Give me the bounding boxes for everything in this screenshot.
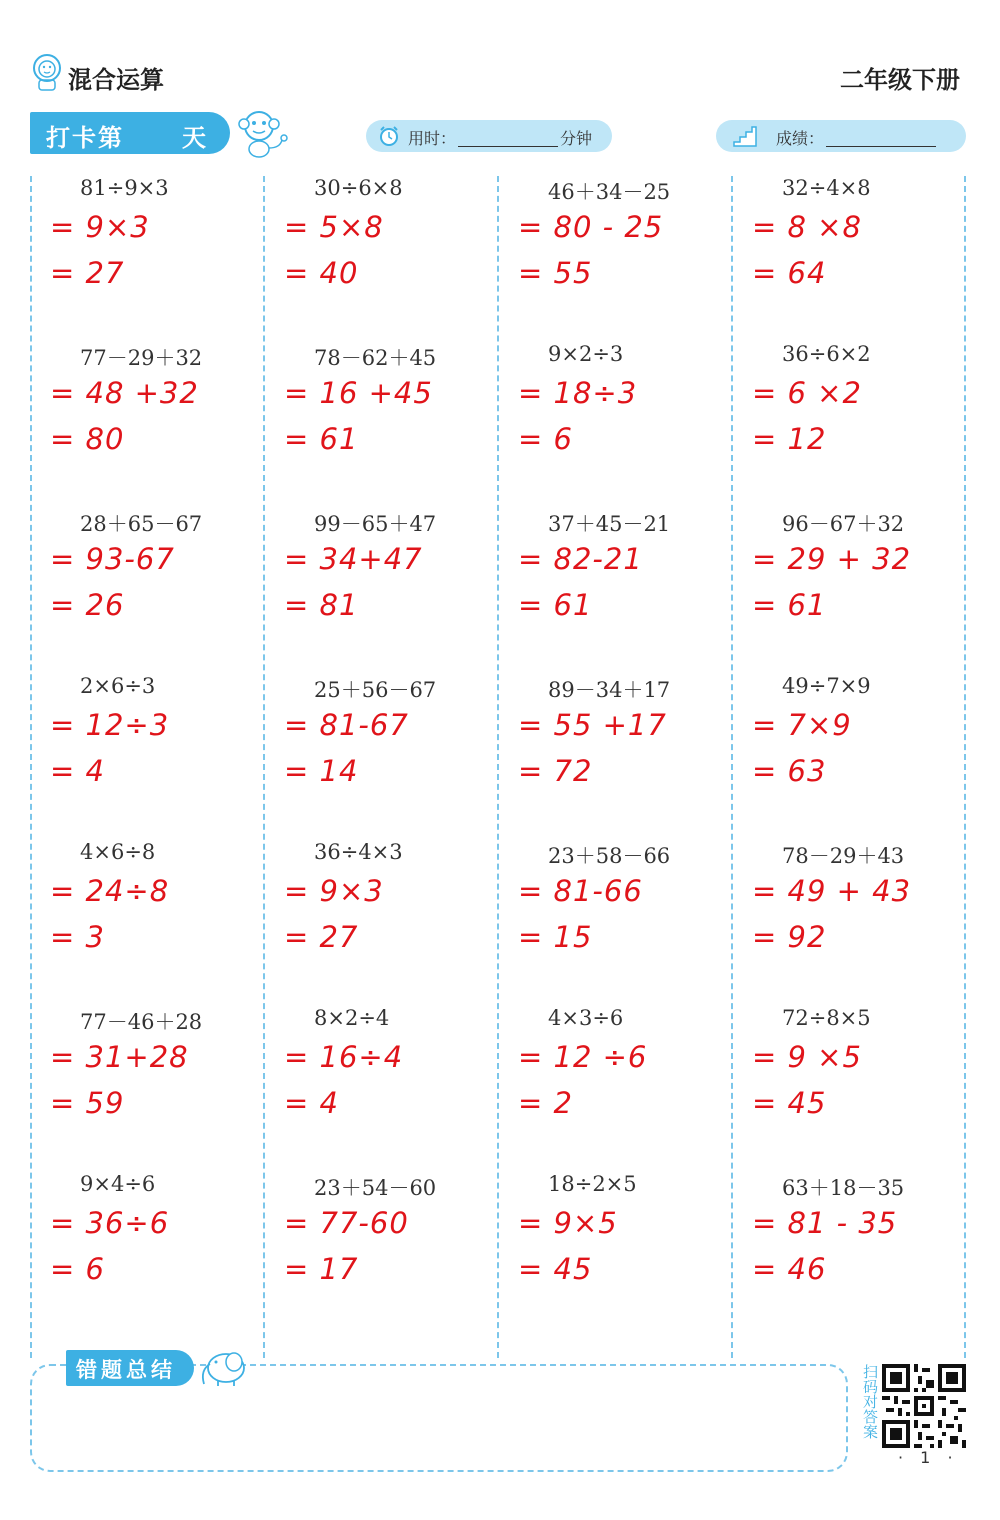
- problem-cell: [498, 342, 728, 508]
- handwritten-answer: = 45: [518, 1252, 593, 1286]
- problem-cell: [264, 840, 494, 1006]
- handwritten-answer: = 63: [752, 754, 827, 788]
- handwritten-answer: = 26: [50, 588, 125, 622]
- problem-cell: [264, 508, 494, 674]
- problem-expression: 4×3÷6: [548, 1006, 624, 1030]
- problem-cell: [30, 1172, 260, 1338]
- handwritten-step: = 48 +32: [50, 376, 199, 410]
- problem-expression: 23＋54－60: [314, 1176, 437, 1200]
- problem-cell: [498, 1006, 728, 1172]
- problem-expression: 63＋18－35: [782, 1176, 905, 1200]
- handwritten-answer: = 92: [752, 920, 827, 954]
- problem-expression: 77－46＋28: [80, 1010, 203, 1034]
- checkin-label: 打卡第: [46, 124, 124, 152]
- handwritten-answer: = 6: [50, 1252, 105, 1286]
- problem-cell: [732, 840, 962, 1006]
- scan-answer-label: 扫码对答案: [861, 1364, 879, 1439]
- score-label: 成绩：: [776, 129, 825, 148]
- problem-expression: 78－29＋43: [782, 844, 905, 868]
- mistake-summary-label: 错题总结: [76, 1358, 176, 1382]
- score-blank[interactable]: [826, 146, 936, 147]
- problem-expression: 96－67＋32: [782, 512, 905, 536]
- handwritten-answer: = 6: [518, 422, 573, 456]
- problem-expression: 49÷7×9: [782, 674, 871, 698]
- problem-cell: [498, 1172, 728, 1338]
- handwritten-step: = 55 +17: [518, 708, 667, 742]
- problem-cell: [30, 840, 260, 1006]
- handwritten-answer: = 61: [752, 588, 827, 622]
- problem-cell: [732, 674, 962, 840]
- handwritten-step: = 29 + 32: [752, 542, 912, 576]
- handwritten-step: = 8 ×8: [752, 210, 862, 244]
- handwritten-step: = 81-66: [518, 874, 643, 908]
- problem-cell: [264, 674, 494, 840]
- column-divider: [964, 176, 966, 1358]
- problem-expression: 4×6÷8: [80, 840, 156, 864]
- mistake-summary-tag: [66, 1350, 194, 1386]
- problem-cell: [498, 508, 728, 674]
- handwritten-step: = 81-67: [284, 708, 409, 742]
- handwritten-step: = 77-60: [284, 1206, 409, 1240]
- problem-expression: 46＋34－25: [548, 180, 671, 204]
- handwritten-answer: = 2: [518, 1086, 573, 1120]
- problem-cell: [264, 1006, 494, 1172]
- handwritten-answer: = 14: [284, 754, 359, 788]
- handwritten-step: = 9×3: [284, 874, 384, 908]
- problem-expression: 9×2÷3: [548, 342, 624, 366]
- handwritten-step: = 36÷6: [50, 1206, 170, 1240]
- problem-expression: 36÷4×3: [314, 840, 403, 864]
- time-label: 用时：: [408, 129, 457, 148]
- problem-expression: 81÷9×3: [80, 176, 169, 200]
- checkin-banner: [30, 112, 230, 154]
- handwritten-answer: = 27: [284, 920, 359, 954]
- handwritten-step: = 9 ×5: [752, 1040, 862, 1074]
- problem-cell: [264, 176, 494, 342]
- problem-cell: [498, 674, 728, 840]
- problem-expression: 89－34＋17: [548, 678, 671, 702]
- time-unit: 分钟: [560, 129, 593, 148]
- problem-expression: 23＋58－66: [548, 844, 671, 868]
- problem-cell: [30, 342, 260, 508]
- handwritten-step: = 24÷8: [50, 874, 170, 908]
- handwritten-answer: = 4: [50, 754, 105, 788]
- checkin-day-label: 天: [182, 124, 206, 152]
- monkey-icon: [232, 104, 290, 160]
- problem-cell: [30, 508, 260, 674]
- handwritten-step: = 9×3: [50, 210, 150, 244]
- problem-expression: 18÷2×5: [548, 1172, 637, 1196]
- handwritten-answer: = 40: [284, 256, 359, 290]
- handwritten-step: = 12÷3: [50, 708, 170, 742]
- handwritten-step: = 82-21: [518, 542, 643, 576]
- problem-expression: 30÷6×8: [314, 176, 403, 200]
- handwritten-answer: = 4: [284, 1086, 339, 1120]
- problem-expression: 72÷8×5: [782, 1006, 871, 1030]
- problem-cell: [30, 1006, 260, 1172]
- handwritten-step: = 5×8: [284, 210, 384, 244]
- problem-expression: 25＋56－67: [314, 678, 437, 702]
- problem-expression: 36÷6×2: [782, 342, 871, 366]
- problem-expression: 77－29＋32: [80, 346, 203, 370]
- stairs-icon: [732, 124, 758, 148]
- problem-cell: [264, 1172, 494, 1338]
- problem-expression: 2×6÷3: [80, 674, 156, 698]
- problem-cell: [30, 674, 260, 840]
- handwritten-step: = 16÷4: [284, 1040, 404, 1074]
- handwritten-answer: = 61: [284, 422, 359, 456]
- handwritten-answer: = 55: [518, 256, 593, 290]
- handwritten-answer: = 17: [284, 1252, 359, 1286]
- problem-expression: 37＋45－21: [548, 512, 671, 536]
- handwritten-step: = 9×5: [518, 1206, 618, 1240]
- problem-cell: [498, 176, 728, 342]
- problem-expression: 9×4÷6: [80, 1172, 156, 1196]
- page-title: 混合运算: [68, 66, 164, 94]
- handwritten-answer: = 80: [50, 422, 125, 456]
- handwritten-answer: = 72: [518, 754, 593, 788]
- problem-expression: 99－65＋47: [314, 512, 437, 536]
- problem-cell: [732, 1006, 962, 1172]
- handwritten-step: = 49 + 43: [752, 874, 912, 908]
- handwritten-step: = 80 - 25: [518, 210, 664, 244]
- handwritten-step: = 93-67: [50, 542, 175, 576]
- handwritten-step: = 6 ×2: [752, 376, 862, 410]
- problem-expression: 8×2÷4: [314, 1006, 390, 1030]
- handwritten-answer: = 59: [50, 1086, 125, 1120]
- problem-expression: 78－62＋45: [314, 346, 437, 370]
- grade-label: 二年级下册: [840, 66, 960, 94]
- problem-cell: [498, 840, 728, 1006]
- problem-cell: [732, 342, 962, 508]
- handwritten-step: = 81 - 35: [752, 1206, 898, 1240]
- problem-expression: 28＋65－67: [80, 512, 203, 536]
- handwritten-answer: = 81: [284, 588, 359, 622]
- problem-cell: [732, 508, 962, 674]
- handwritten-answer: = 45: [752, 1086, 827, 1120]
- qr-code-icon[interactable]: [882, 1364, 966, 1448]
- time-field: [366, 120, 612, 152]
- problem-cell: [732, 176, 962, 342]
- page-number: · 1 ·: [898, 1448, 959, 1467]
- handwritten-answer: = 46: [752, 1252, 827, 1286]
- handwritten-answer: = 27: [50, 256, 125, 290]
- problem-cell: [30, 176, 260, 342]
- handwritten-answer: = 12: [752, 422, 827, 456]
- handwritten-answer: = 64: [752, 256, 827, 290]
- elephant-icon: [196, 1344, 252, 1388]
- handwritten-step: = 31+28: [50, 1040, 189, 1074]
- handwritten-step: = 34+47: [284, 542, 423, 576]
- alarm-clock-icon: [378, 125, 400, 147]
- handwritten-step: = 16 +45: [284, 376, 433, 410]
- lion-logo-icon: [30, 52, 64, 92]
- time-blank[interactable]: [458, 146, 558, 147]
- score-field: [716, 120, 966, 152]
- handwritten-answer: = 15: [518, 920, 593, 954]
- handwritten-answer: = 3: [50, 920, 105, 954]
- problem-expression: 32÷4×8: [782, 176, 871, 200]
- handwritten-step: = 7×9: [752, 708, 852, 742]
- handwritten-step: = 18÷3: [518, 376, 638, 410]
- handwritten-answer: = 61: [518, 588, 593, 622]
- handwritten-step: = 12 ÷6: [518, 1040, 648, 1074]
- problem-cell: [732, 1172, 962, 1338]
- problem-cell: [264, 342, 494, 508]
